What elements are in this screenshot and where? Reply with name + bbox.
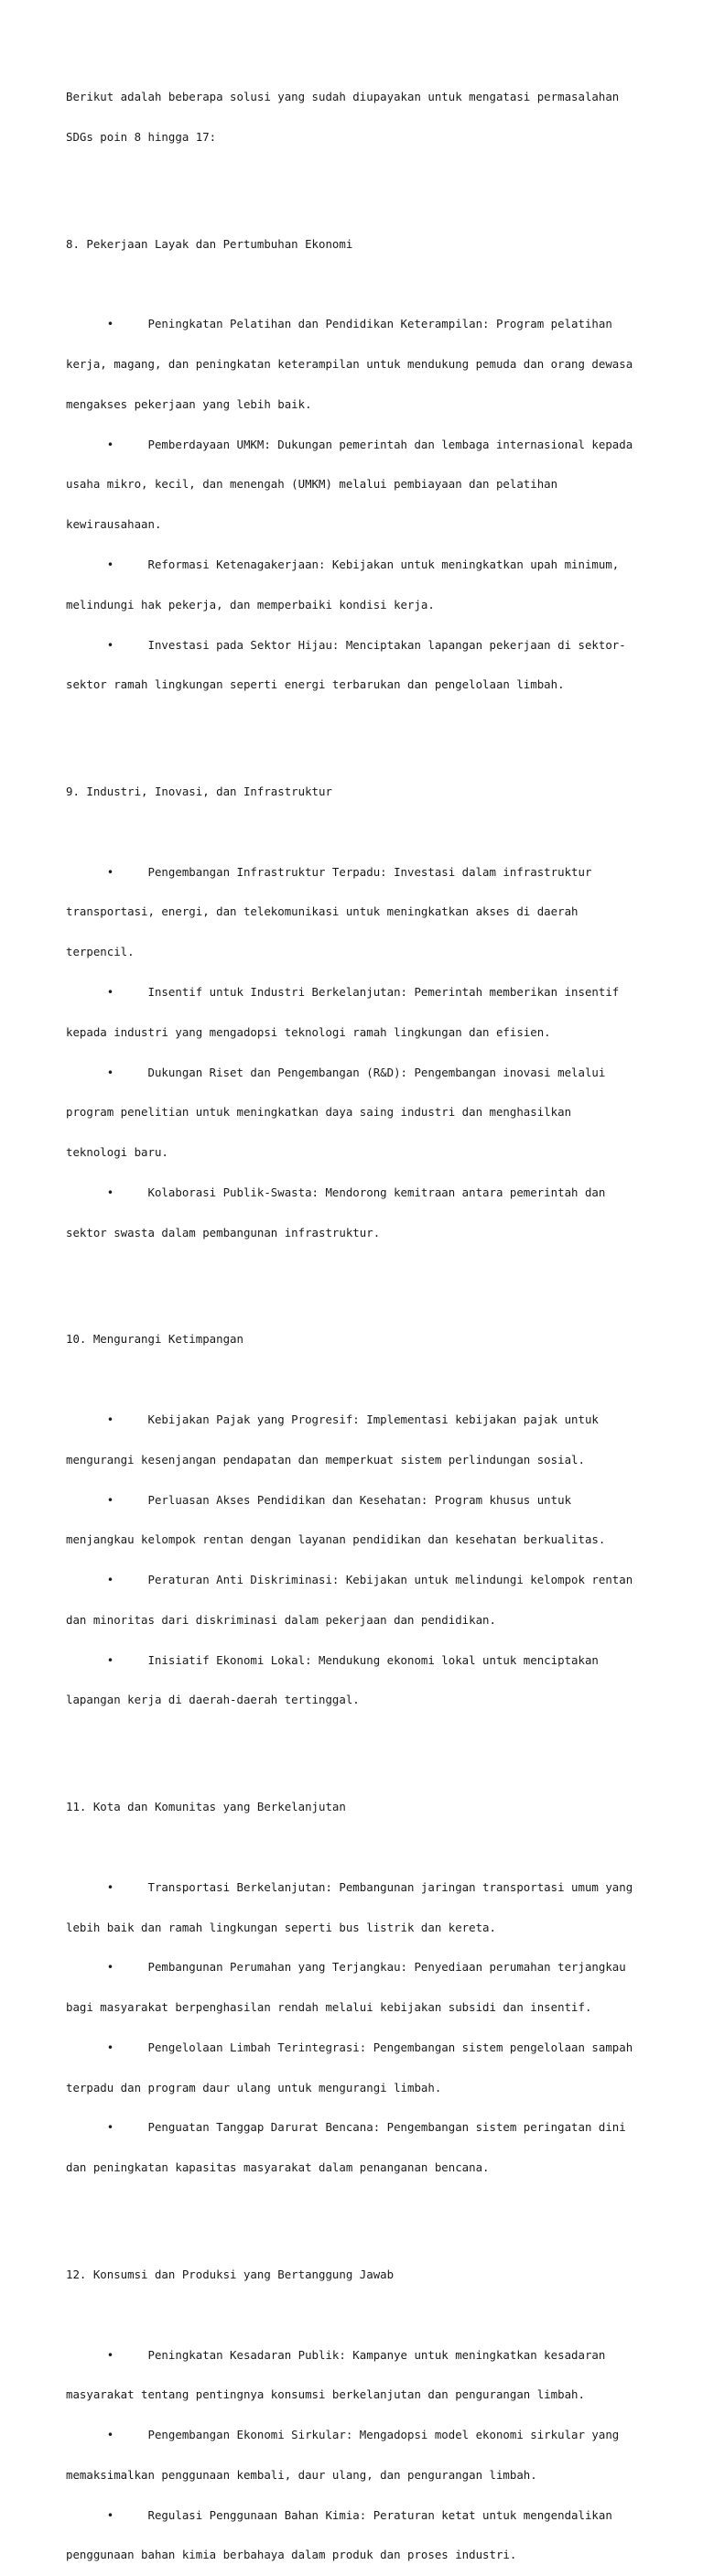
spacer	[66, 2309, 643, 2322]
body-line: sektor ramah lingkungan seperti energi terbarukan dan pengelolaan limbah.	[66, 677, 565, 692]
body-line: dan minoritas dari diskriminasi dalam pekerjaan dan pendidikan.	[66, 1612, 496, 1627]
body-line: menjangkau kelompok rentan dengan layanan pendidikan dan kesehatan berkualitas.	[66, 1532, 606, 1547]
spacer	[66, 1266, 643, 1280]
body-line: • Investasi pada Sektor Hijau: Menciptakan lapangan pekerjaan di sektor-	[66, 637, 626, 652]
body-line: • Pengelolaan Limbah Terintegrasi: Pengembangan sistem pengelolaan sampah	[66, 2040, 633, 2054]
body-line: transportasi, energi, dan telekomunikasi untuk meningkatkan akses di daerah	[66, 904, 579, 919]
body-line: kewirausahaan.	[66, 517, 162, 532]
section-heading: 11. Kota dan Komunitas yang Berkelanjutan	[66, 1800, 346, 1814]
body-line: • Peningkatan Kesadaran Publik: Kampanye untuk meningkatkan kesadaran	[66, 2347, 606, 2362]
body-line: • Dukungan Riset dan Pengembangan (R&D): Pengembangan inovasi melalui	[66, 1065, 606, 1079]
body-line: • Peningkatan Pelatihan dan Pendidikan Keterampilan: Program pelatihan	[66, 317, 612, 331]
spacer	[66, 826, 643, 839]
body-line: • Penguatan Tanggap Darurat Bencana: Pengembangan sistem peringatan dini	[66, 2120, 626, 2135]
body-line: • Pemberdayaan UMKM: Dukungan pemerintah dan lembaga internasional kepada	[66, 437, 633, 451]
body-line: mengurangi kesenjangan pendapatan dan memperkuat sistem perlindungan sosial.	[66, 1452, 585, 1467]
body-line: • Pembangunan Perumahan yang Terjangkau: Penyediaan perumahan terjangkau	[66, 1960, 626, 1975]
body-line: • Insentif untuk Industri Berkelanjutan: Pemerintah memberikan insentif	[66, 984, 620, 999]
body-line: sektor swasta dalam pembangunan infrastruktur.	[66, 1225, 381, 1239]
spacer	[66, 1841, 643, 1855]
body-line: lapangan kerja di daerah-daerah tertinggal.	[66, 1693, 360, 1707]
intro-line: Berikut adalah beberapa solusi yang sudah diupayakan untuk mengatasi permasalahan	[66, 90, 620, 104]
body-line: mengakses pekerjaan yang lebih baik.	[66, 396, 312, 411]
body-line: • Reformasi Ketenagakerjaan: Kebijakan untuk meningkatkan upah minimum,	[66, 557, 620, 571]
body-line: • Inisiatif Ekonomi Lokal: Mendukung ekonomi lokal untuk menciptakan	[66, 1652, 599, 1667]
body-line: penggunaan bahan kimia berbahaya dalam produk dan proses industri.	[66, 2548, 517, 2562]
section-heading: 8. Pekerjaan Layak dan Pertumbuhan Ekonomi	[66, 236, 353, 251]
section-heading: 9. Industri, Inovasi, dan Infrastruktur	[66, 785, 332, 799]
section-heading: 12. Konsumsi dan Produksi yang Bertanggung Jawab	[66, 2267, 395, 2281]
body-line: • Kebijakan Pajak yang Progresif: Implementasi kebijakan pajak untuk	[66, 1412, 599, 1426]
body-line: melindungi hak pekerja, dan memperbaiki kondisi kerja.	[66, 597, 435, 612]
body-line: • Perluasan Akses Pendidikan dan Kesehatan: Program khusus untuk	[66, 1492, 572, 1507]
spacer	[66, 1734, 643, 1748]
body-line: • Pengembangan Infrastruktur Terpadu: Investasi dalam infrastruktur	[66, 864, 592, 879]
body-line: • Kolaborasi Publik-Swasta: Mendorong kemitraan antara pemerintah dan	[66, 1185, 606, 1199]
spacer	[66, 171, 643, 185]
body-line: program penelitian untuk meningkatkan daya saing industri dan menghasilkan	[66, 1105, 572, 1120]
body-line: masyarakat tentang pentingnya konsumsi berkelanjutan dan pengurangan limbah.	[66, 2387, 585, 2402]
spacer	[66, 278, 643, 292]
spacer	[66, 1373, 643, 1387]
body-line: lebih baik dan ramah lingkungan seperti bus listrik dan kereta.	[66, 1920, 496, 1934]
body-line: kerja, magang, dan peningkatan keterampilan untuk mendukung pemuda dan orang dewasa	[66, 357, 633, 372]
section-heading: 10. Mengurangi Ketimpangan	[66, 1332, 243, 1347]
body-line: usaha mikro, kecil, dan menengah (UMKM) melalui pembiayaan dan pelatihan	[66, 477, 558, 492]
body-line: kepada industri yang mengadopsi teknologi ramah lingkungan dan efisien.	[66, 1024, 551, 1039]
body-line: dan peningkatan kapasitas masyarakat dalam penanganan bencana.	[66, 2160, 490, 2175]
document-page	[66, 64, 643, 2576]
body-line: teknologi baru.	[66, 1145, 168, 1160]
body-line: • Transportasi Berkelanjutan: Pembangunan jaringan transportasi umum yang	[66, 1879, 633, 1894]
body-line: memaksimalkan penggunaan kembali, daur ulang, dan pengurangan limbah.	[66, 2467, 537, 2482]
body-line: • Regulasi Penggunaan Bahan Kimia: Peraturan ketat untuk mengendalikan	[66, 2507, 612, 2522]
body-line: • Peraturan Anti Diskriminasi: Kebijakan untuk melindungi kelompok rentan	[66, 1573, 633, 1587]
spacer	[66, 719, 643, 732]
body-line: terpadu dan program daur ulang untuk mengurangi limbah.	[66, 2080, 442, 2094]
body-line: bagi masyarakat berpenghasilan rendah melalui kebijakan subsidi dan insentif.	[66, 2000, 592, 2015]
spacer	[66, 2202, 643, 2215]
intro-line: SDGs poin 8 hingga 17:	[66, 129, 217, 144]
body-line: • Pengembangan Ekonomi Sirkular: Mengadopsi model ekonomi sirkular yang	[66, 2428, 620, 2442]
body-line: terpencil.	[66, 945, 135, 959]
